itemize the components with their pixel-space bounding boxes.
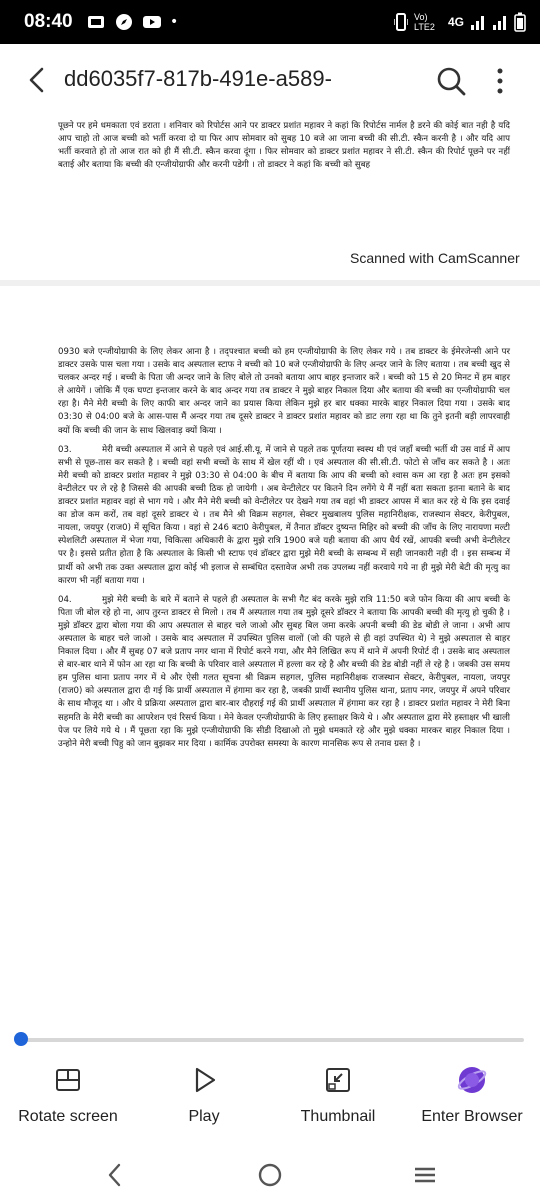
play-button[interactable]: [172, 1064, 236, 1126]
nav-recents-icon[interactable]: [410, 1160, 440, 1190]
scanned-label: Scanned with CamScanner: [350, 250, 520, 266]
paragraph-03-text: मेरी बच्ची अस्पताल में आने से पहले एवं आई.सी.यू. में जाने से पहले तक पूर्णतया स्वस्थ थी एवं जहाँ बच्ची भर्ती थी उस वार्ड में आप सभी से पूछ-तास कर सकते है । बच्ची वहां सभी बच्चों के साथ में खेल रहीं थी । एवं अस्पताल की सी.सी.टी. फोटो से जाँच कर सकते है । अतः मेरी बच्ची को डाक्टर प्रशांत महावर ने मुझे 03:30 से 04:00 के बीच में बताया कि आप की बच्ची को श्वास कम आ रहा है अतः हम इसको वेन्टीलेटर पर ले रहे है जिससे की आपकी बच्ची ठिक हो जायेगी । अब वेन्टीलेटर पर कितने दिन लगेंगे ये मैं नहीं बता सकता इतना बताने के बाद डाक्टर प्रशांत महावर वहां से भाग गये । और मैने मेरी बच्ची को वेन्टीलेटर पर देखने गया तब वहां भी डाक्टर आपस में बात कर रहे थे कि इस दवाई का डोज कम करों, तब वहां दूसरे डाक्टर थे । तब मैने श्री विक्रम सहगल, सेक्टर मुखबालय पुलिस महानिरीक्षक, राजस्थान सेक्टर, केरीपुबल, नायला, जयपुर (राज0) में सूचित किया । वहां से 246 बटा0 केरीपुबल, में तैनात डॉक्टर दुष्यन्त मिहिर को बच्ची की जाँच के लिए नारायणा मल्टी स्पेशलिटी अस्पताल में भेजा गया, चिकित्सा अधिकारी के द्वारा मुझे रात्रि 1900 बजे यही बताया की आप धैर्य रखें, आपकी बच्ची अभी वेन्टीलेटर पर है। इससे प्रतीत होता है कि अस्पताल के किसी भी स्टाफ एवं डॉक्टर द्वारा मुझे मेरी बच्ची के सम्बन्ध में सही जानकारी नही दी । इस सम्बन्ध में प्रार्थी को अभी तक उक्त अस्पताल द्वारा कोई भी इलाज से सम्बंधित दस्तावेज अभी तक उपलब्ध नहीं करवाये गये ना ही मुझे मेरी बेटी की मृत्यु का कारण भी नहीं बताया गया ।: [58, 444, 510, 586]
status-right-icons: [394, 12, 526, 32]
rotate-screen-icon: [52, 1064, 84, 1096]
youtube-icon: [142, 12, 162, 32]
play-label: Play: [188, 1108, 220, 1125]
paragraph-04-number: 04.: [58, 594, 72, 605]
more-vert-icon[interactable]: [492, 66, 508, 96]
page-2: [58, 346, 510, 757]
signal-2-icon: [492, 14, 508, 30]
rotate-screen-label: Rotate screen: [18, 1108, 118, 1125]
page-1: [58, 120, 510, 178]
document-viewer[interactable]: [0, 116, 540, 1016]
browser-icon: [456, 1064, 488, 1096]
back-arrow-icon[interactable]: [22, 64, 54, 96]
network-type: 4G: [447, 15, 464, 29]
signal-icon: [470, 14, 486, 30]
compass-icon: [114, 12, 134, 32]
system-nav-bar: [0, 1150, 540, 1200]
rotate-screen-button[interactable]: [14, 1064, 122, 1126]
thumbnail-icon: [322, 1064, 354, 1096]
paragraph-04: [58, 594, 510, 751]
notification-app-icon: [86, 12, 106, 32]
page-seekbar[interactable]: [0, 1026, 540, 1054]
thumbnail-button[interactable]: [292, 1064, 384, 1126]
enter-browser-button[interactable]: [416, 1064, 528, 1126]
page2-paragraph: 0930 बजे एन्जीयोग्राफी के लिए लेकर आना है । तद्पश्चात बच्ची को हम एन्जीयोग्राफी के लिए लेकर गये । तब डाक्टर के ईमेरजेन्सी आने पर डाक्टर उसके पास चला गया । उसके बाद अस्पताल स्टाफ ने बच्ची को 10 बजे एन्जीयोग्राफी के लिए अन्दर जाने के लिए बताया । तब बच्ची खुद से चलकर अन्दर गई । बच्ची के पिता जी अन्दर जाने के लिए बोले तो उनको बताया आप बाहर इन्तजार करें । बच्ची को 15 से 20 मिनट में हम बाहर ले आयेगें । जोकि मैं एक घण्टा इन्तजार करने के बाद अन्दर गया तब डाक्टर ने मुझे बाहर निकाल दिया और बताया की बच्ची का एन्जीयोग्राफी चल रहा है। मैने मेरी बच्ची के लिए काफी बार अन्दर जाने का प्रयास किया लेकिन मुझे हर बार धक्का मारके बाहर निकाल दिया गया । उसके बाद 03:30 से 04:00 बजे के आस-पास मैं अन्दर गया तब दूसरे डाक्टर ने डाक्टर प्रशांत महावर को डाट लगा रहा था कि तुने इतनी बड़ी लापरवाही क्यों कि बच्ची की जान के साथ खिलवाड़ क्यों किया ।: [58, 347, 510, 436]
status-left-icons: [86, 12, 178, 32]
document-title: dd6035f7-817b-491e-a589-: [64, 66, 332, 91]
paragraph-04-text: मुझे मेरी बच्ची के बारे में बताने से पहले ही अस्पताल के सभी गैट बंद करके मुझे रात्रि 11:50 बजे फोन किया की आप बच्ची के पिता जी बोल रहे हो ना, आप तुरन्त डाक्टर से मिलो । तब मैं अस्पताल गया तब मुझे दूसरे डॉक्टर ने बताया कि आपकी बच्ची की मृत्यु हो चुकी है । मुझे डॉक्टर द्वारा बोला गया की आप अस्पताल से बाहर चले जाओ और सुबह बिल जमा करके अपनी बच्ची की डेड बोडी ले जाना । अभी आप अस्पताल के बाहर चले जाओ । उसके बाद अस्पताल में उपस्थित पुलिस वालों (जो की पहले से ही वहां उपस्थित थे) ने मुझे अस्पताल से बाहर निकाल दिया । और मैं सुबह 07 बजे प्रताप नगर थाना में रिपोर्ट करने गया, और मैने लिखित रूप में थाने में अपनी रिपोर्ट दी । उसके बाद अस्पताल से बार-बार थाने में फोन आ रहा था कि बच्ची के परिवार वाले अस्पताल में हल्ला कर रहे है और बच्ची की डेड बोडी नहीं ले रहे है । जबकी उस समय हम पुलिस थाना प्रताप नगर में थे और ऐसी गलत सूचना श्री विक्रम सहगल, पुलिस महानिरीक्षक राजस्थान सेक्टर, केरीपुबल, नायला, जयपुर (राज0) को अस्पताल द्वारा दी गई कि प्रार्थी अस्पताल में हंगामा कर रहा है, जबकी प्रार्थी स्थानीय पुलिस थाना, प्रताप नगर, जयपुर में अपने परिवार के साथ मौजूद था । और ये प्रक्रिया अस्पताल द्वारा बार-बार दौहराई गई की प्रार्थी अस्पताल में हंगामा कर रहा है । डाक्टर प्रशांत महावर ने मेरी बिना सहमति के मेरी बच्ची का आपरेशन एवं रिसर्च किया । मेने केवल एन्जीयोग्राफी के लिए हस्ताक्षर किये थे । और अस्पताल द्वारा मेरे हस्ताक्षर भी खाली पेज पर लिये गये थे । मैं पूछता रहा कि मुझे एन्जीयोग्राफी कि सीडी दिखाओ तो मुझे धमकाते रहे और मुझे धक्का मारकर बाहर निकाल दिया । उन्होने मेरी बच्ची पिहु को जान बुझकर मार दिया । कार्मिक उपरोक्त समस्या के कारण मानसिक रूप से तनाव ग्रस्त है ।: [58, 594, 510, 749]
play-icon: [188, 1064, 220, 1096]
battery-icon: [514, 12, 526, 32]
app-bar: [0, 44, 540, 116]
network-label: Vo) LTE2: [413, 12, 435, 32]
nav-back-icon[interactable]: [100, 1160, 130, 1190]
search-icon[interactable]: [434, 64, 468, 98]
vibrate-icon: [394, 12, 408, 32]
enter-browser-label: Enter Browser: [421, 1108, 523, 1125]
paragraph-03-number: 03.: [58, 444, 72, 455]
status-time: 08:40: [24, 11, 73, 32]
seekbar-thumb[interactable]: [14, 1032, 28, 1046]
bottom-toolbar: [0, 1054, 540, 1150]
paragraph-03: [58, 444, 510, 588]
page-divider: [0, 280, 540, 286]
page1-paragraph: पूछने पर हमे धमकाता एवं डराता । शनिवार को रिपोर्टस आने पर डाक्टर प्रशांत महावर ने कहां कि रिपोर्टस नार्मल है डरने की कोई बात नही है यदि आप चाहो तो आज बच्ची को भर्ती करवा दो या फिर आप सोमवार को सुबह 10 बजे आ जाना बच्ची की सी.टी. स्कैन करनी है । और यदि आप भर्ती करवाते हो तो आज रात को ही मैं सी.टी. स्कैन करवा दूंगा । फिर सोमवार को डाक्टर प्रशांत महावर ने सी.टी. स्कैन की रिपोर्ट पूछने पर नहीं बताई और बताया कि बच्ची की एन्जीयोग्राफी और करनी पडेगी । तो डाक्टर ने कहां कि बच्ची को सुबह: [58, 121, 510, 171]
dot-icon: •: [170, 14, 179, 30]
nav-home-icon[interactable]: [255, 1160, 285, 1190]
status-bar: [0, 0, 540, 44]
seekbar-track[interactable]: [20, 1038, 524, 1042]
thumbnail-label: Thumbnail: [300, 1108, 376, 1125]
